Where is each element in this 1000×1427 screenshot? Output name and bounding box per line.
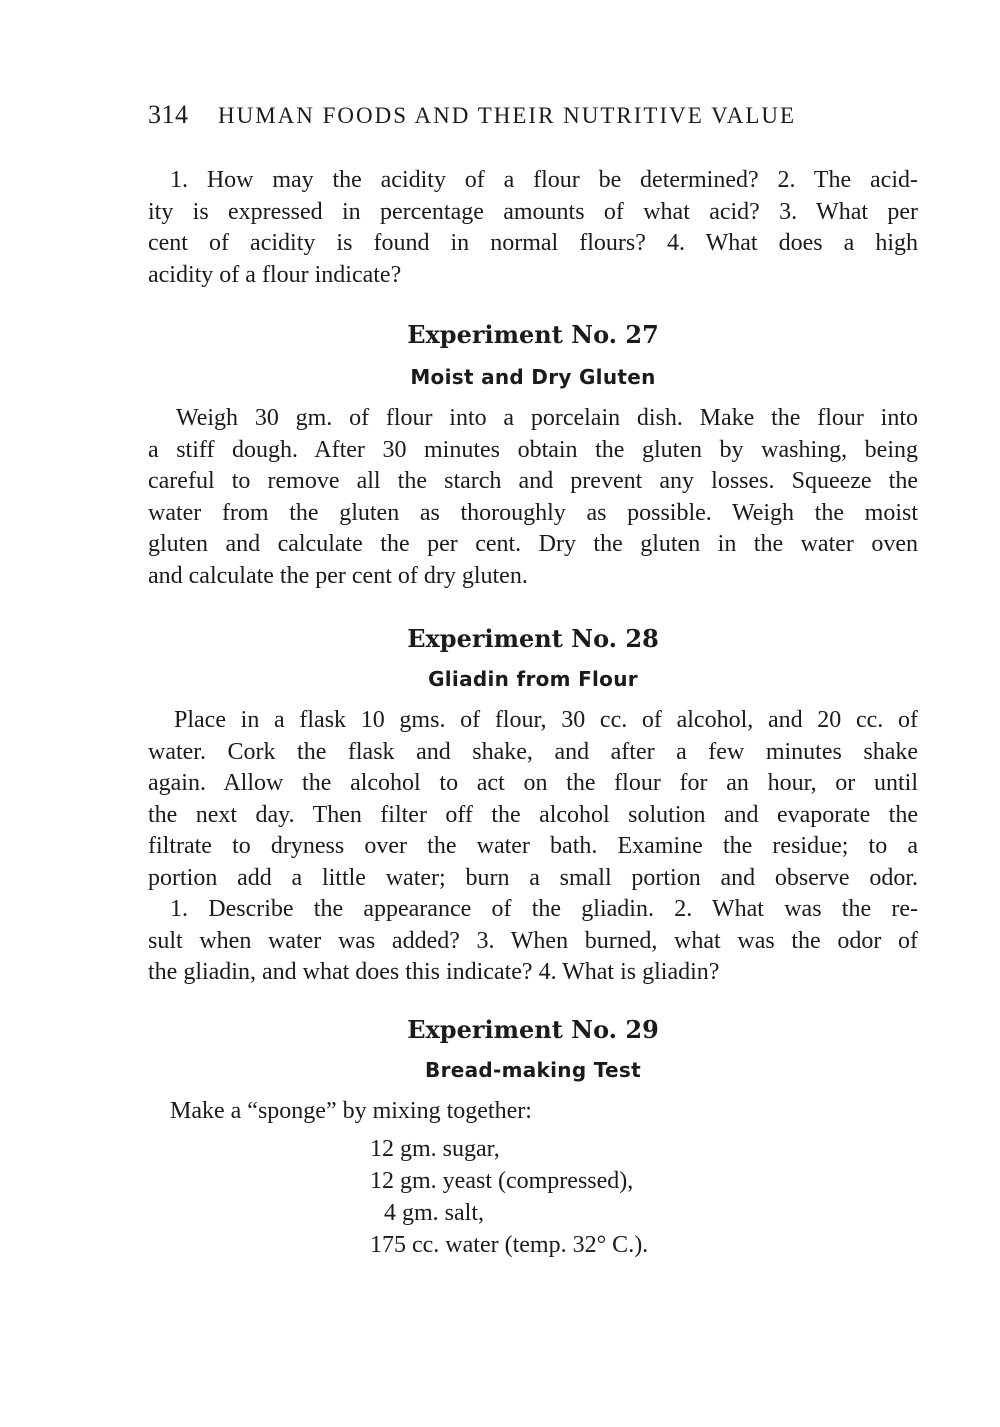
- ingredient-item: 12 gm. yeast (compressed),: [370, 1168, 634, 1194]
- text-line: Weigh 30 gm. of flour into a porcelain dish. Make the flour into: [176, 405, 918, 431]
- text-line: again. Allow the alcohol to act on the flour for an hour, or until: [148, 770, 918, 796]
- experiment-29-subheading: Bread-making Test: [425, 1058, 641, 1082]
- text-line: and calculate the per cent of dry gluten.: [148, 562, 528, 589]
- text-line: Make a “sponge” by mixing together:: [170, 1098, 532, 1124]
- experiment-27-body: [148, 403, 918, 592]
- experiment-28-heading: Experiment No. 28: [407, 624, 659, 653]
- text-line: Place in a flask 10 gms. of flour, 30 cc. of alcohol, and 20 cc. of: [174, 707, 918, 733]
- text-line: gluten and calculate the per cent. Dry the gluten in the water oven: [148, 531, 918, 557]
- experiment-27-heading: Experiment No. 27: [407, 320, 659, 349]
- ingredient-item: 4 gm. salt,: [384, 1200, 484, 1226]
- text-line: 1. Describe the appearance of the gliadin. 2. What was the re-: [170, 896, 918, 922]
- experiment-29-intro: [170, 1096, 870, 1128]
- text-line: a stiff dough. After 30 minutes obtain the gluten by washing, being: [148, 436, 918, 463]
- text-line: filtrate to dryness over the water bath. Examine the residue; to a: [148, 833, 918, 859]
- text-line: portion add a little water; burn a small portion and observe odor.: [148, 864, 918, 891]
- experiment-28-body: [148, 705, 918, 894]
- intro-questions: [148, 165, 918, 291]
- running-head: [148, 100, 858, 130]
- text-line: the next day. Then filter off the alcohol solution and evaporate the: [148, 801, 918, 828]
- running-title: HUMAN FOODS AND THEIR NUTRITIVE VALUE: [218, 103, 797, 128]
- experiment-27-subheading: Moist and Dry Gluten: [410, 365, 656, 389]
- text-line: water from the gluten as thoroughly as possible. Weigh the moist: [148, 499, 918, 526]
- text-line: acidity of a flour indicate?: [148, 261, 402, 288]
- text-line: water. Cork the flask and shake, and after a few minutes shake: [148, 738, 918, 765]
- ingredient-item: 175 cc. water (temp. 32° C.).: [370, 1232, 649, 1258]
- experiment-28-subheading: Gliadin from Flour: [428, 667, 638, 691]
- page-number: 314: [148, 100, 189, 129]
- text-line: sult when water was added? 3. When burned, what was the odor of: [148, 927, 918, 954]
- text-line: careful to remove all the starch and prevent any losses. Squeeze the: [148, 468, 918, 494]
- ingredient-list: [370, 1133, 648, 1261]
- ingredient-item: 12 gm. sugar,: [370, 1136, 500, 1162]
- experiment-28-questions: [148, 894, 918, 989]
- text-line: the gliadin, and what does this indicate? 4. What is gliadin?: [148, 959, 720, 985]
- text-line: 1. How may the acidity of a flour be determined? 2. The acid-: [170, 167, 918, 193]
- text-line: cent of acidity is found in normal flours? 4. What does a high: [148, 230, 918, 256]
- text-line: ity is expressed in percentage amounts of what acid? 3. What per: [148, 198, 918, 225]
- experiment-29-heading: Experiment No. 29: [407, 1015, 659, 1044]
